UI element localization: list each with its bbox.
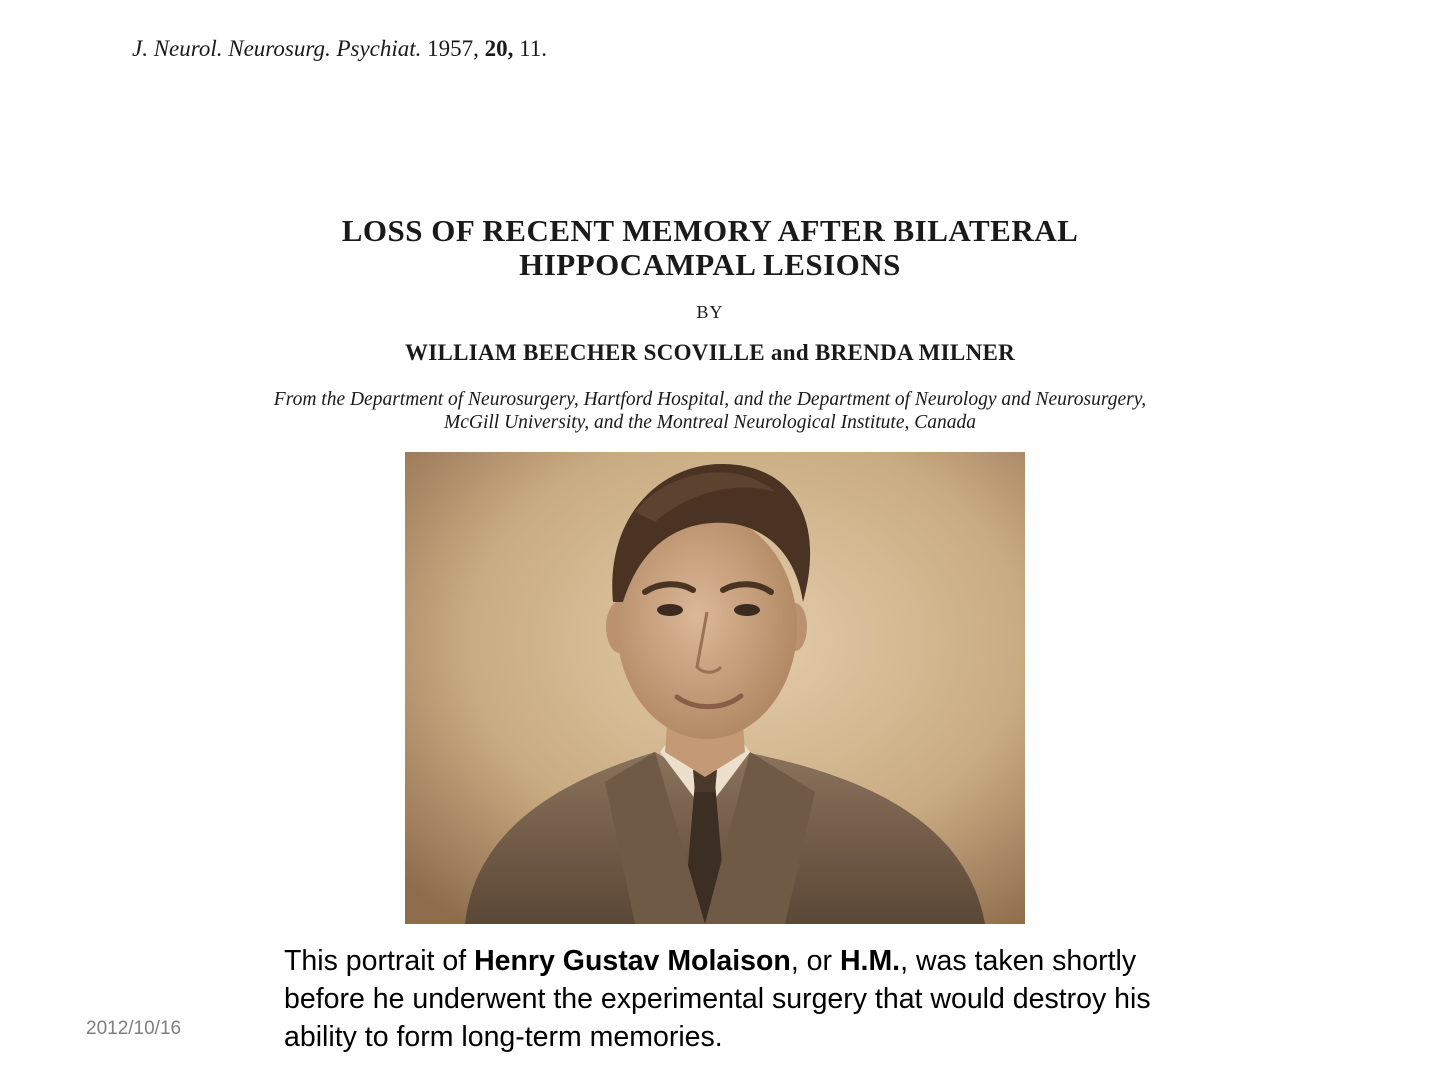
- journal-year: 1957,: [427, 36, 479, 61]
- authors: WILLIAM BEECHER SCOVILLE and BRENDA MILNER: [404, 340, 1016, 365]
- paper-title-line-2: HIPPOCAMPAL LESIONS: [519, 247, 901, 282]
- caption-name: Henry Gustav Molaison: [474, 945, 791, 977]
- paper-title-line-1: LOSS OF RECENT MEMORY AFTER BILATERAL: [341, 213, 1079, 248]
- affiliation-line-2: McGill University, and the Montreal Neurological Institute, Canada: [443, 412, 977, 433]
- journal-name: J. Neurol. Neurosurg. Psychiat.: [132, 36, 422, 61]
- affiliation-line-1: From the Department of Neurosurgery, Hartford Hospital, and the Department of Neurology and Neurosurgery,: [273, 389, 1147, 410]
- byline: BY: [696, 302, 724, 322]
- caption-abbr: H.M.: [839, 945, 901, 977]
- slide-date: 2012/10/16: [86, 1018, 182, 1039]
- journal-page: 11.: [519, 36, 548, 61]
- sepia-portrait-icon: [405, 452, 1025, 924]
- caption-text-1: This portrait of: [284, 945, 475, 977]
- portrait-photo: [405, 452, 1025, 924]
- journal-citation: [132, 36, 547, 62]
- caption-text-3: , was taken shortly before he underwent the experimental surgery that would destroy his ability to form long-term memories.: [284, 945, 1151, 1053]
- caption-text-2: , or: [790, 945, 840, 977]
- photo-caption: [284, 942, 1184, 1056]
- journal-volume: 20,: [484, 36, 514, 61]
- paper-title: [200, 214, 1220, 282]
- affiliation: [120, 388, 1300, 434]
